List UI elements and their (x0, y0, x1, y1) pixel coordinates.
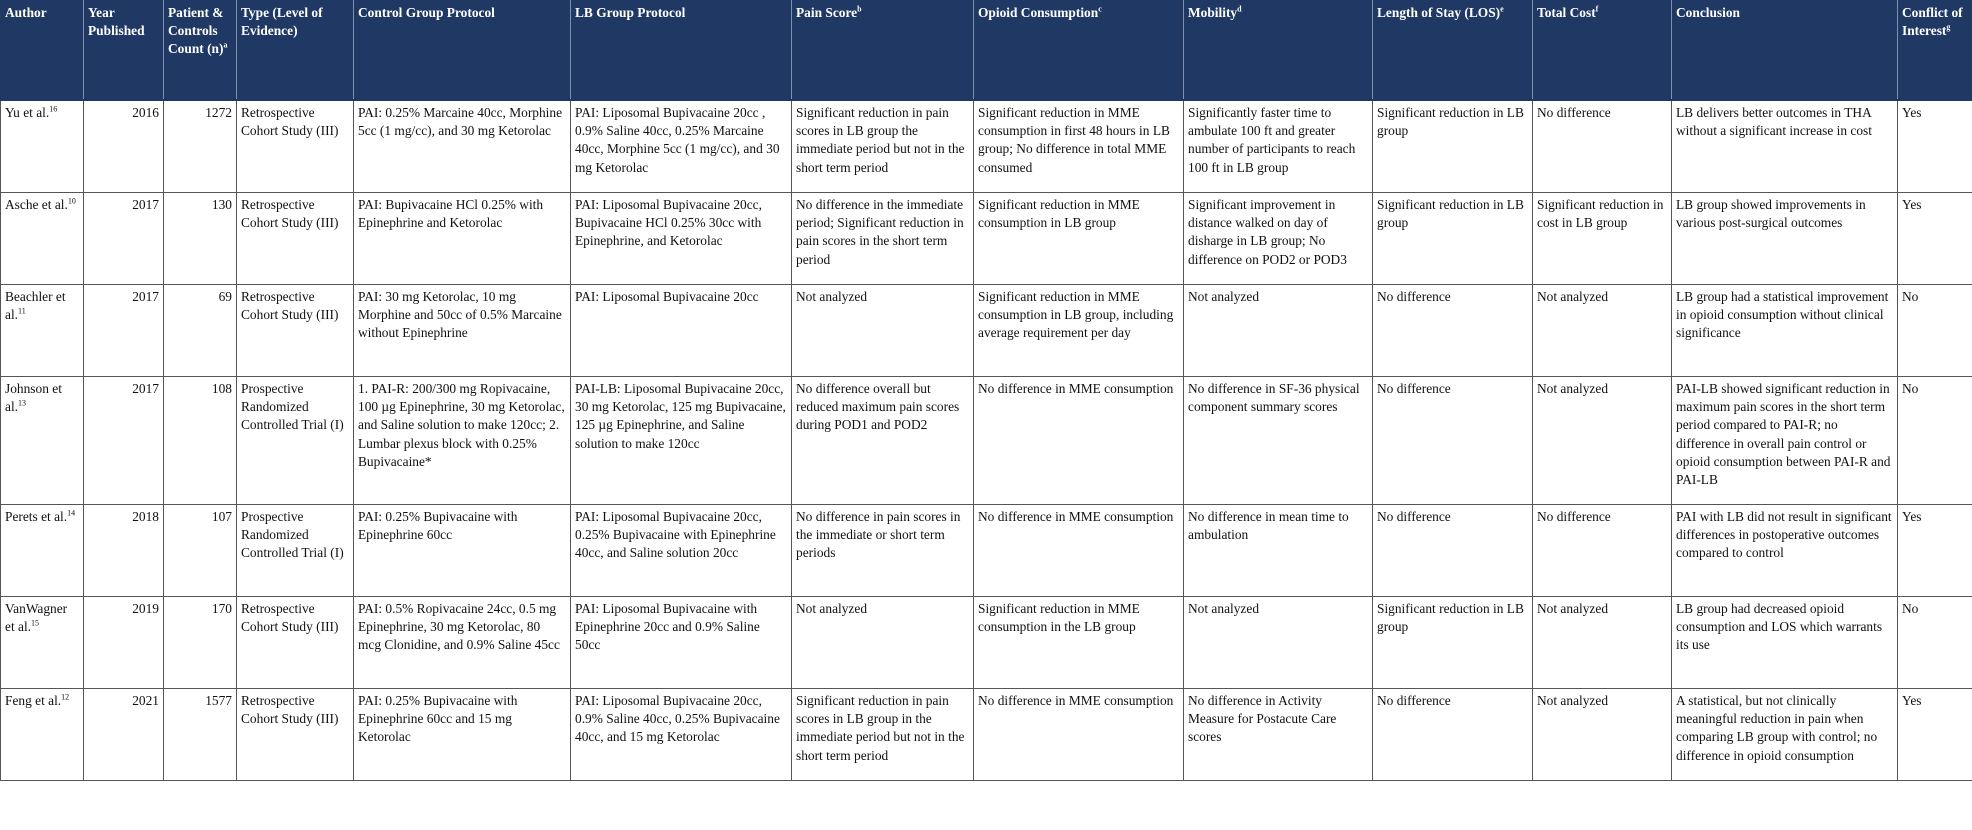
cell-lb: PAI: Liposomal Bupivacaine with Epinephrine 20cc and 0.9% Saline 50cc (571, 597, 792, 689)
cell-opioid: No difference in MME consumption (974, 505, 1184, 597)
cell-control: PAI: 0.25% Bupivacaine with Epinephrine 60cc and 15 mg Ketorolac (354, 689, 571, 781)
cell-los: Significant reduction in LB group (1373, 597, 1533, 689)
col-lb: LB Group Protocol (571, 1, 792, 101)
cell-count: 107 (164, 505, 237, 597)
cell-mobility: Significantly faster time to ambulate 100 ft and greater number of participants to reach 100 ft in LB group (1184, 100, 1373, 193)
cell-mobility: No difference in SF-36 physical component summary scores (1184, 377, 1373, 505)
table-row (1, 285, 1972, 377)
table-row (1, 505, 1972, 597)
table-row (1, 689, 1972, 781)
cell-cost: No difference (1533, 100, 1672, 193)
cell-lb: PAI-LB: Liposomal Bupivacaine 20cc, 30 mg Ketorolac, 125 mg Bupivacaine, 125 µg Epinephrine, and Saline solution to make 120cc (571, 377, 792, 505)
cell-conclusion: LB group had a statistical improvement in opioid consumption without clinical significance (1672, 285, 1898, 377)
col-conclusion: Conclusion (1672, 1, 1898, 101)
cell-year: 2017 (84, 193, 164, 285)
cell-count: 170 (164, 597, 237, 689)
cell-cost: Not analyzed (1533, 597, 1672, 689)
cell-year: 2019 (84, 597, 164, 689)
cell-mobility: No difference in Activity Measure for Postacute Care scores (1184, 689, 1373, 781)
cell-opioid: No difference in MME consumption (974, 377, 1184, 505)
cell-cost: Not analyzed (1533, 377, 1672, 505)
col-type: Type (Level of Evidence) (237, 1, 354, 101)
cell-author: Yu et al.$^{16}$ (1, 100, 84, 193)
cell-coi: No (1898, 377, 1972, 505)
cell-conclusion: LB delivers better outcomes in THA without a significant increase in cost (1672, 100, 1898, 193)
cell-los: No difference (1373, 285, 1533, 377)
cell-mobility: No difference in mean time to ambulation (1184, 505, 1373, 597)
cell-count: 108 (164, 377, 237, 505)
cell-type: Retrospective Cohort Study (III) (237, 285, 354, 377)
col-cost: Total Cost$^f$ (1533, 1, 1672, 101)
cell-lb: PAI: Liposomal Bupivacaine 20cc, 0.25% Bupivacaine with Epinephrine 40cc, and Saline solution 20cc (571, 505, 792, 597)
cell-los: No difference (1373, 377, 1533, 505)
header-row (1, 1, 1972, 101)
cell-control: PAI: Bupivacaine HCl 0.25% with Epinephrine and Ketorolac (354, 193, 571, 285)
cell-los: No difference (1373, 505, 1533, 597)
table-row (1, 597, 1972, 689)
cell-coi: No (1898, 285, 1972, 377)
cell-los: Significant reduction in LB group (1373, 193, 1533, 285)
col-pain: Pain Score$^b$ (792, 1, 974, 101)
cell-mobility: Significant improvement in distance walked on day of disharge in LB group; No difference on POD2 or POD3 (1184, 193, 1373, 285)
cell-mobility: Not analyzed (1184, 285, 1373, 377)
col-count: Patient & Controls Count $(n)^a$ (164, 1, 237, 101)
table-row (1, 193, 1972, 285)
cell-coi: No (1898, 597, 1972, 689)
cell-control: PAI: 0.25% Marcaine 40cc, Morphine 5cc (1 mg/cc), and 30 mg Ketorolac (354, 100, 571, 193)
cell-mobility: Not analyzed (1184, 597, 1373, 689)
cell-coi: Yes (1898, 505, 1972, 597)
cell-control: PAI: 30 mg Ketorolac, 10 mg Morphine and 50cc of 0.5% Marcaine without Epinephrine (354, 285, 571, 377)
col-mobility: Mobility$^d$ (1184, 1, 1373, 101)
cell-pain: No difference overall but reduced maximum pain scores during POD1 and POD2 (792, 377, 974, 505)
col-year: Year Published (84, 1, 164, 101)
cell-year: 2017 (84, 285, 164, 377)
cell-pain: Not analyzed (792, 285, 974, 377)
cell-lb: PAI: Liposomal Bupivacaine 20cc, Bupivacaine HCl 0.25% 30cc with Epinephrine, and Ketorolac (571, 193, 792, 285)
cell-author: Feng et al.$^{12}$ (1, 689, 84, 781)
cell-lb: PAI: Liposomal Bupivacaine 20cc (571, 285, 792, 377)
cell-conclusion: LB group showed improvements in various post-surgical outcomes (1672, 193, 1898, 285)
col-opioid: Opioid Consumption$^c$ (974, 1, 1184, 101)
cell-opioid: Significant reduction in MME consumption in first 48 hours in LB group; No difference in total MME consumed (974, 100, 1184, 193)
cell-cost: Not analyzed (1533, 285, 1672, 377)
cell-control: 1. PAI-R: 200/300 mg Ropivacaine, 100 µg Epinephrine, 30 mg Ketorolac, and Saline solution to make 120cc; 2. Lumbar plexus block with 0.25% Bupivacaine* (354, 377, 571, 505)
col-author: Author (1, 1, 84, 101)
cell-year: 2016 (84, 100, 164, 193)
col-los: Length of Stay (LOS)$^e$ (1373, 1, 1533, 101)
cell-year: 2018 (84, 505, 164, 597)
cell-pain: Not analyzed (792, 597, 974, 689)
cell-opioid: Significant reduction in MME consumption in the LB group (974, 597, 1184, 689)
col-coi: Conflict of Interest$^g$ (1898, 1, 1972, 101)
cell-type: Retrospective Cohort Study (III) (237, 193, 354, 285)
cell-author: Perets et al.$^{14}$ (1, 505, 84, 597)
cell-count: 130 (164, 193, 237, 285)
cell-count: 1577 (164, 689, 237, 781)
cell-cost: No difference (1533, 505, 1672, 597)
cell-coi: Yes (1898, 689, 1972, 781)
cell-cost: Not analyzed (1533, 689, 1672, 781)
cell-count: 69 (164, 285, 237, 377)
cell-author: Asche et al.$^{10}$ (1, 193, 84, 285)
cell-conclusion: PAI-LB showed significant reduction in maximum pain scores in the short term period compared to PAI-R; no difference in overall pain control or opioid consumption between PAI-R and PAI-LB (1672, 377, 1898, 505)
cell-type: Prospective Randomized Controlled Trial (I) (237, 505, 354, 597)
cell-coi: Yes (1898, 100, 1972, 193)
table-row (1, 100, 1972, 193)
col-control: Control Group Protocol (354, 1, 571, 101)
cell-cost: Significant reduction in cost in LB group (1533, 193, 1672, 285)
cell-year: 2021 (84, 689, 164, 781)
cell-count: 1272 (164, 100, 237, 193)
cell-type: Retrospective Cohort Study (III) (237, 597, 354, 689)
cell-los: Significant reduction in LB group (1373, 100, 1533, 193)
cell-type: Retrospective Cohort Study (III) (237, 689, 354, 781)
cell-lb: PAI: Liposomal Bupivacaine 20cc, 0.9% Saline 40cc, 0.25% Bupivacaine 40cc, and 15 mg Ketorolac (571, 689, 792, 781)
cell-los: No difference (1373, 689, 1533, 781)
cell-lb: PAI: Liposomal Bupivacaine 20cc , 0.9% Saline 40cc, 0.25% Marcaine 40cc, Morphine 5cc (1 mg/cc), and 30 mg Ketorolac (571, 100, 792, 193)
cell-pain: Significant reduction in pain scores in LB group in the immediate period but not in the short term period (792, 689, 974, 781)
cell-control: PAI: 0.5% Ropivacaine 24cc, 0.5 mg Epinephrine, 30 mg Ketorolac, 80 mcg Clonidine, and 0.9% Saline 45cc (354, 597, 571, 689)
cell-conclusion: LB group had decreased opioid consumption and LOS which warrants its use (1672, 597, 1898, 689)
cell-opioid: Significant reduction in MME consumption in LB group, including average requirement per day (974, 285, 1184, 377)
table-row (1, 377, 1972, 505)
cell-opioid: No difference in MME consumption (974, 689, 1184, 781)
cell-author: VanWagner et al.$^{15}$ (1, 597, 84, 689)
cell-author: Beachler et al.$^{11}$ (1, 285, 84, 377)
cell-author: Johnson et al.$^{13}$ (1, 377, 84, 505)
cell-conclusion: PAI with LB did not result in significant differences in postoperative outcomes compared to control (1672, 505, 1898, 597)
cell-pain: Significant reduction in pain scores in LB group the immediate period but not in the short term period (792, 100, 974, 193)
cell-coi: Yes (1898, 193, 1972, 285)
cell-type: Retrospective Cohort Study (III) (237, 100, 354, 193)
cell-control: PAI: 0.25% Bupivacaine with Epinephrine 60cc (354, 505, 571, 597)
cell-conclusion: A statistical, but not clinically meaningful reduction in pain when comparing LB group with control; no difference in opioid consumption (1672, 689, 1898, 781)
cell-type: Prospective Randomized Controlled Trial (I) (237, 377, 354, 505)
cell-pain: No difference in the immediate period; Significant reduction in pain scores in the short term period (792, 193, 974, 285)
cell-pain: No difference in pain scores in the immediate or short term periods (792, 505, 974, 597)
cell-opioid: Significant reduction in MME consumption in LB group (974, 193, 1184, 285)
cell-year: 2017 (84, 377, 164, 505)
